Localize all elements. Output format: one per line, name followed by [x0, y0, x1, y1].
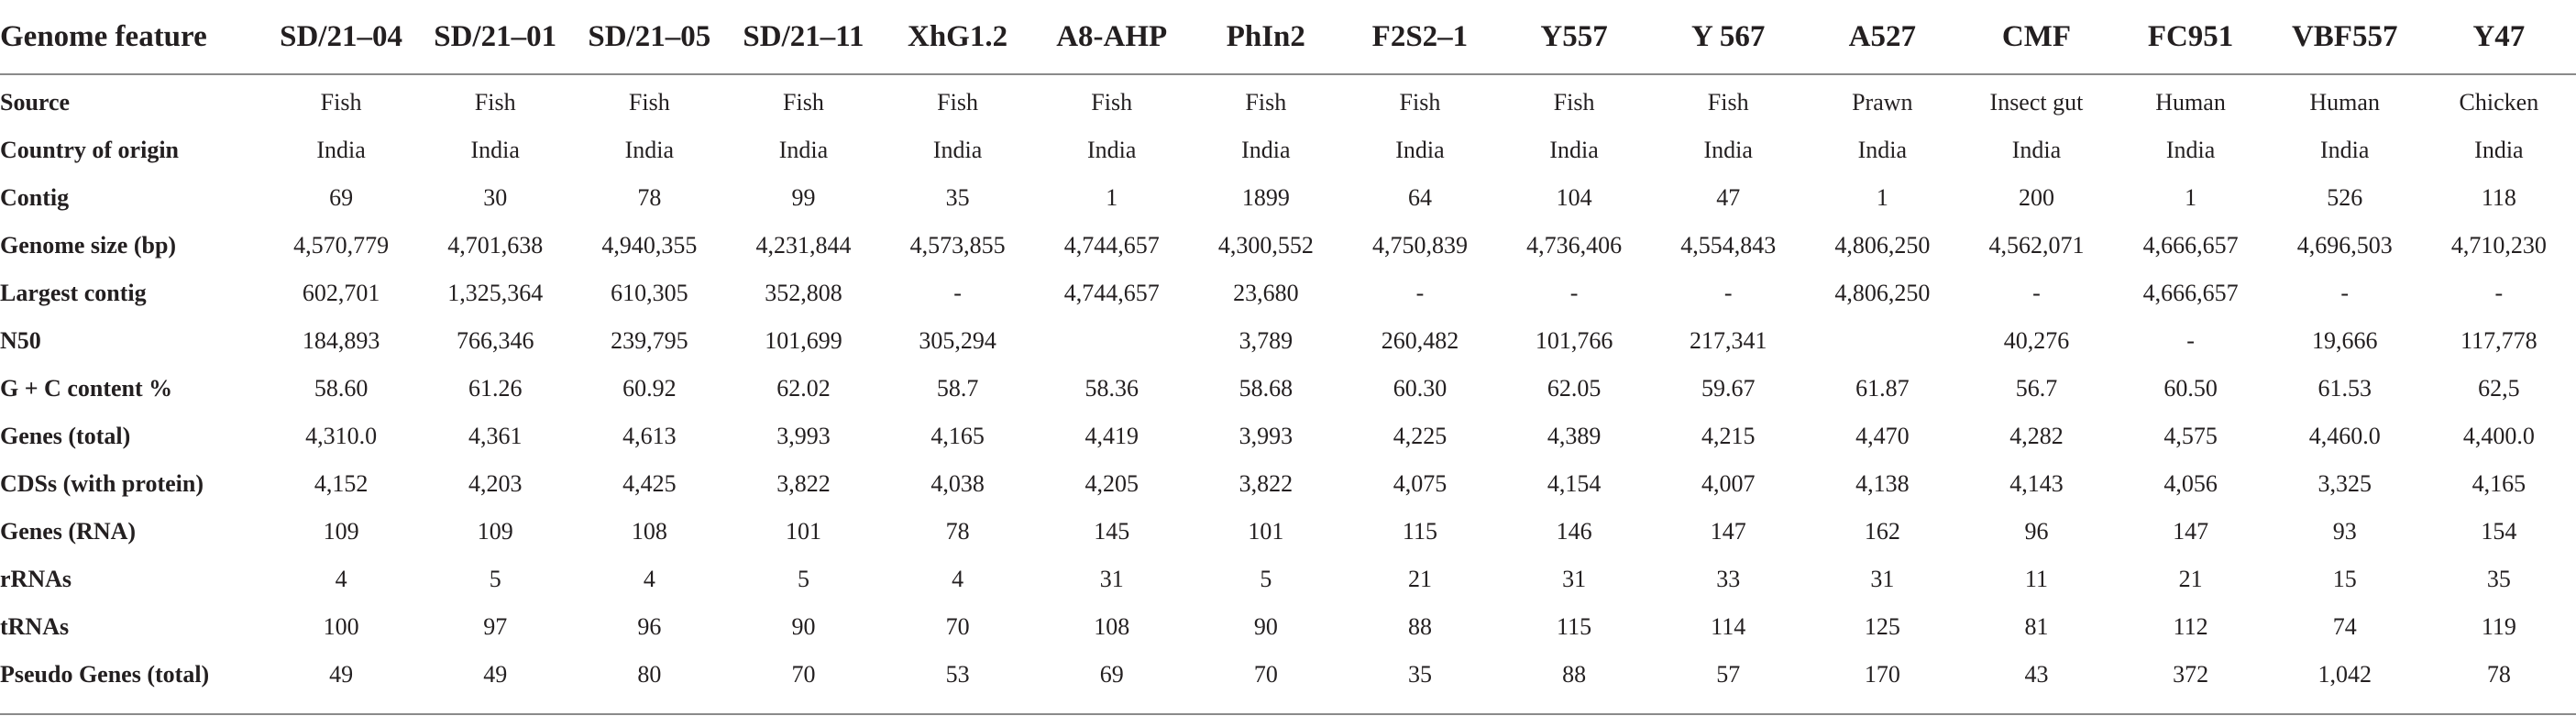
row-label: Genome size (bp) — [0, 232, 177, 259]
table-cell: 1 — [1106, 184, 1118, 211]
table-cell: India — [2011, 137, 2062, 163]
table-cell: 4,806,250 — [1834, 280, 1931, 306]
table-cell: India — [2319, 137, 2370, 163]
column-header-strain: SD/21–04 — [264, 0, 418, 74]
table-cell: 58.36 — [1084, 375, 1139, 402]
table-cell: Fish — [320, 89, 362, 116]
table-cell: 11 — [2024, 566, 2048, 592]
table-cell: India — [624, 137, 675, 163]
table-cell: 4,152 — [314, 470, 369, 497]
table-cell: - — [2494, 280, 2504, 306]
table-cell: 59.67 — [1701, 375, 1756, 402]
table-cell: 145 — [1094, 518, 1130, 545]
table-cell: India — [1086, 137, 1137, 163]
table-cell: India — [2165, 137, 2216, 163]
table-cell: 31 — [1099, 566, 1124, 592]
table-row — [0, 317, 2576, 365]
table-cell: 35 — [2486, 566, 2511, 592]
table-cell: 4,165 — [2471, 470, 2526, 497]
table-cell: 4,470 — [1855, 423, 1910, 449]
table-row — [0, 127, 2576, 174]
table-cell: 96 — [637, 613, 662, 640]
column-header-strain: SD/21–01 — [418, 0, 572, 74]
table-cell: 4,282 — [2009, 423, 2064, 449]
table-cell: 61.26 — [468, 375, 523, 402]
table-cell: 4,666,657 — [2142, 232, 2239, 259]
table-cell: 4,310.0 — [305, 423, 378, 449]
table-cell: 526 — [2327, 184, 2363, 211]
table-cell: - — [2186, 327, 2195, 354]
row-label: CDSs (with protein) — [0, 470, 204, 497]
table-row — [0, 174, 2576, 222]
row-label: G + C content % — [0, 375, 173, 402]
table-cell: 4,736,406 — [1526, 232, 1623, 259]
table-cell: 4 — [952, 566, 964, 592]
table-cell: 117,778 — [2460, 327, 2537, 354]
table-cell: 1 — [1876, 184, 1888, 211]
table-cell: 4,361 — [468, 423, 523, 449]
table-cell: 49 — [483, 661, 508, 688]
table-cell: 35 — [945, 184, 970, 211]
table-cell: 90 — [1253, 613, 1278, 640]
table-cell: 88 — [1407, 613, 1432, 640]
table-cell: 1899 — [1241, 184, 1290, 211]
table-cell: 62.02 — [776, 375, 831, 402]
table-cell: 239,795 — [611, 327, 688, 354]
table-cell: 610,305 — [611, 280, 688, 306]
table-cell: 3,325 — [2317, 470, 2372, 497]
table-cell: 4,215 — [1701, 423, 1756, 449]
table-cell: 154 — [2481, 518, 2517, 545]
table-cell: 4,205 — [1084, 470, 1139, 497]
table-cell: 96 — [2024, 518, 2049, 545]
table-cell: 4,056 — [2163, 470, 2218, 497]
table-cell: 81 — [2024, 613, 2049, 640]
table-cell: 112 — [2173, 613, 2208, 640]
table-cell: 4,231,844 — [755, 232, 852, 259]
row-label: Country of origin — [0, 137, 179, 163]
table-cell: 162 — [1864, 518, 1900, 545]
column-header-strain: XhG1.2 — [881, 0, 1035, 74]
table-cell: India — [1395, 137, 1445, 163]
table-cell: 31 — [1562, 566, 1587, 592]
table-cell: 3,822 — [1238, 470, 1294, 497]
table-cell: 4,143 — [2009, 470, 2064, 497]
table-cell: - — [1569, 280, 1579, 306]
table-cell: 49 — [329, 661, 354, 688]
table-cell: 3,993 — [776, 423, 831, 449]
table-cell: 109 — [323, 518, 359, 545]
table-cell: 88 — [1562, 661, 1587, 688]
table-cell: 372 — [2173, 661, 2209, 688]
table-cell: 602,701 — [302, 280, 380, 306]
table-cell: 57 — [1716, 661, 1741, 688]
table-cell: 62.05 — [1547, 375, 1602, 402]
table-cell: Fish — [937, 89, 978, 116]
table-cell: 35 — [1407, 661, 1432, 688]
table-row — [0, 365, 2576, 413]
table-cell: 4,562,071 — [1988, 232, 2085, 259]
table-cell: 4,203 — [468, 470, 523, 497]
table-cell: 70 — [791, 661, 816, 688]
table-cell: Fish — [1399, 89, 1441, 116]
table-cell: 4,400.0 — [2462, 423, 2535, 449]
row-label: Genes (total) — [0, 423, 131, 449]
table-cell: Human — [2155, 89, 2226, 116]
row-label: N50 — [0, 327, 41, 354]
table-cell: India — [1241, 137, 1291, 163]
table-cell: 766,346 — [456, 327, 534, 354]
table-cell: India — [470, 137, 520, 163]
column-header-strain: Y47 — [2422, 0, 2576, 74]
table-cell: 97 — [483, 613, 508, 640]
column-header-strain: PhIn2 — [1189, 0, 1343, 74]
table-cell: 4,750,839 — [1371, 232, 1468, 259]
table-cell: 4 — [643, 566, 655, 592]
table-cell: 115 — [1402, 518, 1437, 545]
table-cell: 4,554,843 — [1680, 232, 1777, 259]
table-cell: 19,666 — [2311, 327, 2378, 354]
table-cell: Fish — [1707, 89, 1749, 116]
table-cell: 4,038 — [930, 470, 985, 497]
table-cell: 40,276 — [2003, 327, 2070, 354]
table-cell: 69 — [329, 184, 354, 211]
column-header-strain: Y557 — [1497, 0, 1651, 74]
table-cell: India — [1857, 137, 1908, 163]
table-cell: 4,460.0 — [2308, 423, 2381, 449]
table-cell: 5 — [489, 566, 501, 592]
table-cell: India — [1549, 137, 1599, 163]
table-cell: 352,808 — [765, 280, 842, 306]
table-cell: 100 — [323, 613, 359, 640]
table-cell: 4,613 — [622, 423, 677, 449]
table-cell: 4,138 — [1855, 470, 1910, 497]
table-cell: India — [2474, 137, 2524, 163]
column-header-strain: FC951 — [2114, 0, 2268, 74]
table-cell: 260,482 — [1381, 327, 1459, 354]
table-cell: 56.7 — [2015, 375, 2058, 402]
table-cell: 4,225 — [1393, 423, 1448, 449]
table-cell: 108 — [1094, 613, 1130, 640]
table-cell: 21 — [2178, 566, 2203, 592]
table-cell: 109 — [477, 518, 513, 545]
table-cell — [1805, 317, 1959, 365]
table-cell: 78 — [637, 184, 662, 211]
table-cell: 101 — [1248, 518, 1284, 545]
row-label: rRNAs — [0, 566, 72, 592]
row-label: tRNAs — [0, 613, 70, 640]
table-cell: 64 — [1407, 184, 1432, 211]
table-cell: 125 — [1864, 613, 1900, 640]
row-label: Source — [0, 89, 71, 116]
table-cell: 60.92 — [622, 375, 677, 402]
table-cell: 58.60 — [314, 375, 369, 402]
table-cell: 23,680 — [1233, 280, 1299, 306]
column-header-strain: A527 — [1805, 0, 1959, 74]
table-cell: 4,710,230 — [2450, 232, 2547, 259]
table-cell: 78 — [2486, 661, 2511, 688]
table-cell: 170 — [1864, 661, 1900, 688]
table-cell: 4,425 — [622, 470, 677, 497]
column-header-strain: F2S2–1 — [1343, 0, 1497, 74]
table-cell: 69 — [1099, 661, 1124, 688]
table-cell: 78 — [945, 518, 970, 545]
table-cell: 200 — [2018, 184, 2054, 211]
table-cell: India — [316, 137, 366, 163]
column-header-feature: Genome feature — [0, 0, 264, 74]
table-cell: 47 — [1716, 184, 1741, 211]
table-cell: India — [932, 137, 983, 163]
table-cell: 30 — [483, 184, 508, 211]
table-cell: 1 — [2185, 184, 2197, 211]
table-cell: 58.68 — [1238, 375, 1294, 402]
table-cell — [1035, 317, 1189, 365]
row-label: Genes (RNA) — [0, 518, 137, 545]
table-cell: 53 — [945, 661, 970, 688]
table-cell: 101,766 — [1535, 327, 1613, 354]
table-cell: 305,294 — [919, 327, 996, 354]
table-cell: 4,419 — [1084, 423, 1139, 449]
table-cell: India — [1703, 137, 1753, 163]
table-cell: 33 — [1716, 566, 1741, 592]
table-cell: 4,165 — [930, 423, 985, 449]
table-row — [0, 222, 2576, 270]
table-cell: 62,5 — [2478, 375, 2520, 402]
table-cell: Fish — [474, 89, 516, 116]
table-cell: 108 — [631, 518, 667, 545]
table-cell: 70 — [1253, 661, 1278, 688]
table-cell: 43 — [2024, 661, 2049, 688]
table-cell: 115 — [1557, 613, 1592, 640]
table-cell: 80 — [637, 661, 662, 688]
table-cell: 70 — [945, 613, 970, 640]
table-cell: 101 — [785, 518, 821, 545]
row-label: Pseudo Genes (total) — [0, 661, 210, 688]
table-cell: 1,042 — [2317, 661, 2372, 688]
table-cell: 5 — [1260, 566, 1272, 592]
table-cell: - — [2032, 280, 2041, 306]
table-cell: Fish — [1553, 89, 1595, 116]
table-cell: 3,993 — [1238, 423, 1294, 449]
table-cell: - — [1415, 280, 1425, 306]
table-cell: 61.87 — [1855, 375, 1910, 402]
table-cell: Fish — [1245, 89, 1287, 116]
table-cell: Prawn — [1852, 89, 1913, 116]
table-header-row — [0, 0, 2576, 74]
column-header-strain: CMF — [1959, 0, 2113, 74]
table-cell: 99 — [791, 184, 816, 211]
table-cell: 217,341 — [1689, 327, 1767, 354]
table-cell: - — [2340, 280, 2350, 306]
table-cell: 4,806,250 — [1834, 232, 1931, 259]
table-cell: 61.53 — [2317, 375, 2372, 402]
table-cell: 4,300,552 — [1217, 232, 1314, 259]
table-cell: 4 — [335, 566, 347, 592]
table-cell: 58.7 — [936, 375, 979, 402]
table-cell: 147 — [2173, 518, 2209, 545]
table-cell: 4,154 — [1547, 470, 1602, 497]
table-row — [0, 508, 2576, 556]
table-cell: - — [953, 280, 962, 306]
table-row — [0, 460, 2576, 508]
table-body — [0, 74, 2576, 699]
table-cell: 31 — [1870, 566, 1895, 592]
column-header-strain: Y 567 — [1651, 0, 1805, 74]
table-row — [0, 556, 2576, 603]
table-cell: 3,822 — [776, 470, 831, 497]
table-cell: Insect gut — [1989, 89, 2084, 116]
table-cell: 4,701,638 — [447, 232, 544, 259]
table-bottom-rule — [0, 713, 2576, 715]
row-label: Contig — [0, 184, 70, 211]
table-cell: Fish — [1091, 89, 1133, 116]
table-cell: 184,893 — [302, 327, 380, 354]
table-cell: 4,744,657 — [1063, 280, 1160, 306]
table-cell: 90 — [791, 613, 816, 640]
table-cell: India — [778, 137, 829, 163]
column-header-strain: SD/21–11 — [726, 0, 880, 74]
table-row — [0, 270, 2576, 317]
table-cell: 4,570,779 — [293, 232, 390, 259]
table-cell: 4,007 — [1701, 470, 1756, 497]
table-cell: 119 — [2481, 613, 2516, 640]
table-cell: 4,573,855 — [909, 232, 1006, 259]
table-cell: 146 — [1556, 518, 1592, 545]
table-cell: 60.50 — [2163, 375, 2218, 402]
table-cell: Chicken — [2459, 89, 2539, 116]
table-cell: 4,666,657 — [2142, 280, 2239, 306]
table-cell: 4,744,657 — [1063, 232, 1160, 259]
table-row — [0, 413, 2576, 460]
table-cell: 147 — [1710, 518, 1746, 545]
table-cell: 4,696,503 — [2296, 232, 2393, 259]
row-label: Largest contig — [0, 280, 147, 306]
column-header-strain: A8-AHP — [1035, 0, 1189, 74]
table-row — [0, 74, 2576, 127]
table-cell: 21 — [1407, 566, 1432, 592]
table-cell: 114 — [1711, 613, 1746, 640]
table-row — [0, 651, 2576, 699]
table-cell: 118 — [2481, 184, 2516, 211]
table-cell: 5 — [797, 566, 809, 592]
table-cell: 15 — [2332, 566, 2357, 592]
table-cell: 1,325,364 — [447, 280, 544, 306]
table-cell: Fish — [628, 89, 670, 116]
table-cell: 4,075 — [1393, 470, 1448, 497]
table-cell: 4,940,355 — [601, 232, 698, 259]
table-cell: 101,699 — [765, 327, 842, 354]
table-cell: 104 — [1556, 184, 1592, 211]
table-cell: Fish — [783, 89, 824, 116]
table-cell: 60.30 — [1393, 375, 1448, 402]
table-cell: 74 — [2332, 613, 2357, 640]
table-cell: Human — [2309, 89, 2380, 116]
column-header-strain: VBF557 — [2268, 0, 2422, 74]
table-cell: 3,789 — [1238, 327, 1294, 354]
column-header-strain: SD/21–05 — [572, 0, 726, 74]
table-cell: - — [1723, 280, 1733, 306]
table-cell: 4,389 — [1547, 423, 1602, 449]
table-cell: 93 — [2332, 518, 2357, 545]
table-row — [0, 603, 2576, 651]
table-cell: 4,575 — [2163, 423, 2218, 449]
